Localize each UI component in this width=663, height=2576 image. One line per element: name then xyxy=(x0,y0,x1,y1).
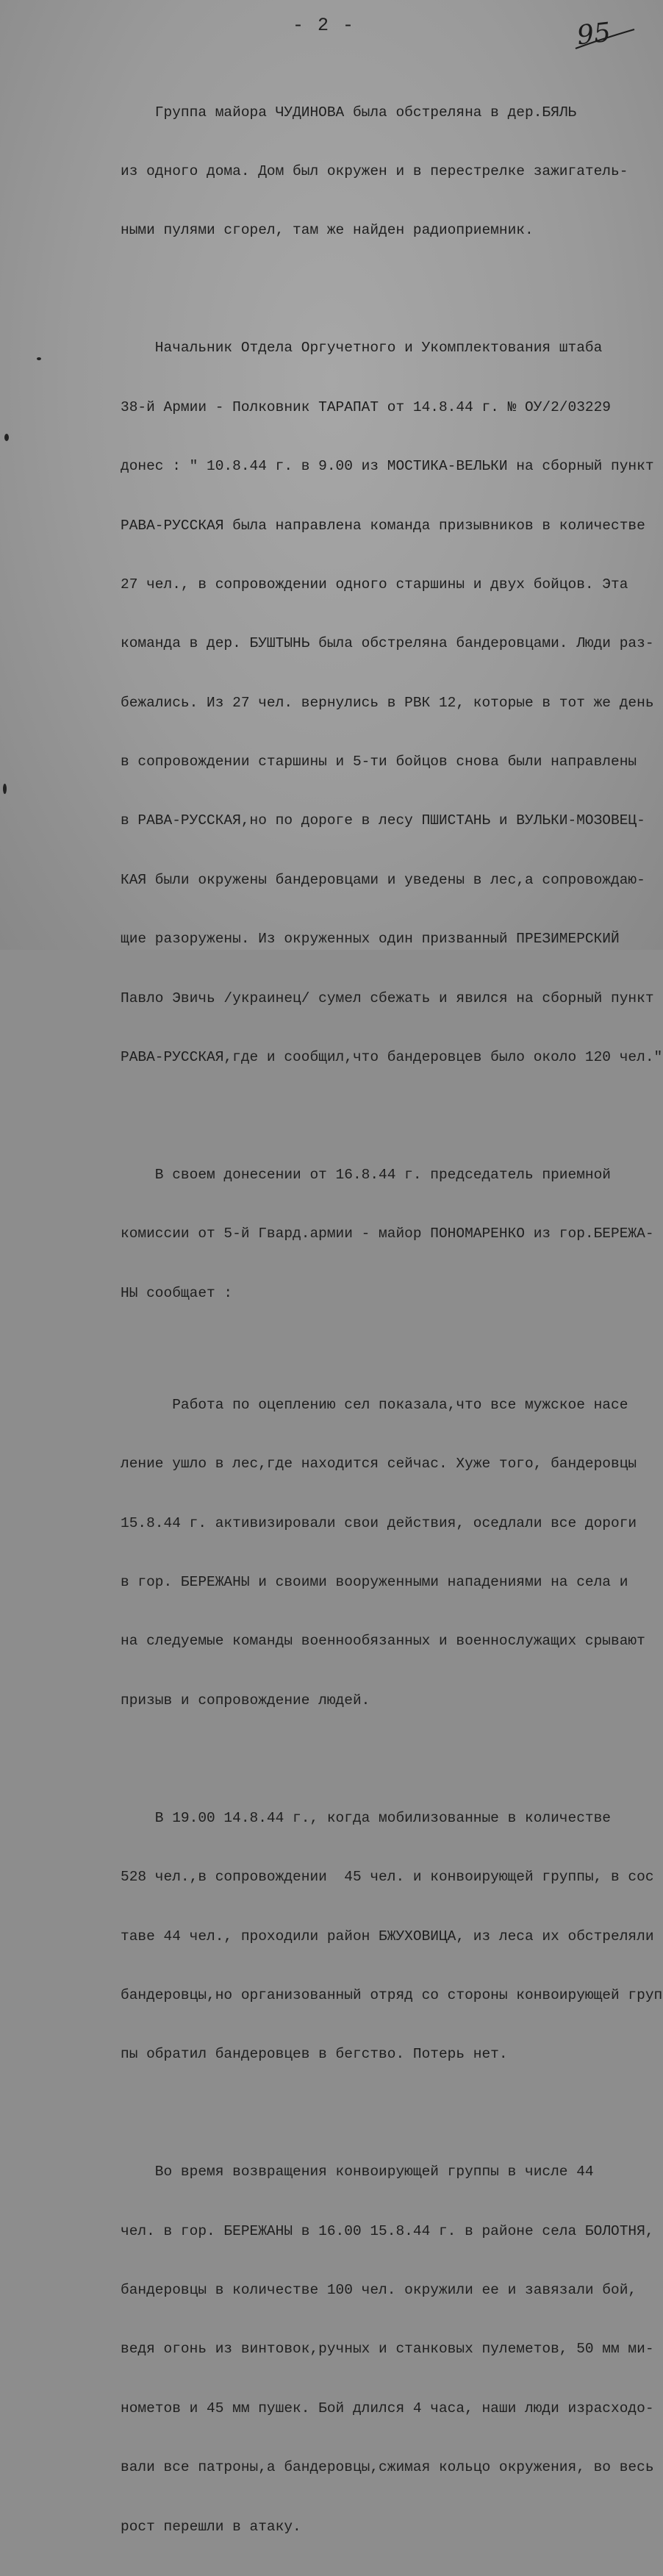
left-margin-punch-mark xyxy=(37,357,41,360)
text-line: бандеровцы в количестве 100 чел. окружили ее и завязали бой, xyxy=(121,2282,637,2299)
text-line: Группа майора ЧУДИНОВА была обстреляна в дер.БЯЛЬ xyxy=(121,104,577,121)
text-line: команда в дер. БУШТЫНЬ была обстреляна бандеровцами. Люди раз- xyxy=(121,635,654,652)
text-line: 15.8.44 г. активизировали свои действия, оседлали все дороги xyxy=(121,1514,637,1531)
text-line: комиссии от 5-й Гвард.армии - майор ПОНОМАРЕНКО из гор.БЕРЕЖА- xyxy=(121,1226,654,1242)
text-line: донес : " 10.8.44 г. в 9.00 из МОСТИКА-ВЕЛЬКИ на сборный пункт xyxy=(121,458,654,475)
paragraph-2 xyxy=(121,299,663,1107)
text-line: РАВА-РУССКАЯ,где и сообщил,что бандеровцев было около 120 чел." xyxy=(121,1049,663,1066)
folio-number-text: 95 xyxy=(575,17,612,51)
text-line: РАВА-РУССКАЯ была направлена команда призывников в количестве xyxy=(121,517,645,534)
typed-report-body xyxy=(121,63,663,2576)
paragraph-1 xyxy=(121,63,659,280)
text-line: В 19.00 14.8.44 г., когда мобилизованные в количестве xyxy=(121,1809,612,1826)
paragraph-6 xyxy=(121,2123,659,2576)
text-line: Во время возвращения конвоирующей группы в числе 44 xyxy=(121,2164,594,2180)
text-line: 528 чел.,в сопровождении 45 чел. и конвоирующей группы, в сос xyxy=(121,1869,654,1886)
text-line: 38-й Армии - Полковник ТАРАПАТ от 14.8.44 г. № ОУ/2/03229 xyxy=(121,398,612,415)
text-line: на следуемые команды военнообязанных и военнослужащих срывают xyxy=(121,1633,645,1650)
text-line: в РАВА-РУССКАЯ,но по дороге в лесу ПШИСТАНЬ и ВУЛЬКИ-МОЗОВЕЦ- xyxy=(121,812,645,829)
handwritten-folio-number xyxy=(570,19,643,56)
page-number: - 2 - xyxy=(293,15,356,36)
text-line: В своем донесении от 16.8.44 г. председатель приемной xyxy=(121,1167,612,1184)
text-line: бежались. Из 27 чел. вернулись в РВК 12, которые в тот же день xyxy=(121,694,654,711)
left-margin-punch-mark xyxy=(3,784,7,794)
text-line: бандеровцы,но организованный отряд со стороны конвоирующей груп xyxy=(121,1986,663,2003)
paragraph-3 xyxy=(121,1126,659,1342)
text-line: Начальник Отдела Оргучетного и Укомплектования штаба xyxy=(121,340,603,357)
text-line: в гор. БЕРЕЖАНЫ и своими вооруженными нападениями на села и xyxy=(121,1573,628,1590)
text-line: вали все патроны,а бандеровцы,сжимая кольцо окружения, во весь xyxy=(121,2459,654,2476)
text-line: Работа по оцеплению сел показала,что все мужское насе xyxy=(121,1396,628,1413)
text-line: Павло Эвичь /украинец/ сумел сбежать и явился на сборный пункт xyxy=(121,990,654,1006)
text-line: чел. в гор. БЕРЕЖАНЫ в 16.00 15.8.44 г. в районе села БОЛОТНЯ, xyxy=(121,2222,654,2239)
text-line: КАЯ были окружены бандеровцами и уведены в лес,а сопровождаю- xyxy=(121,871,645,888)
folio-underline-stroke xyxy=(570,19,643,56)
text-line: ление ушло в лес,где находится сейчас. Хуже того, бандеровцы xyxy=(121,1456,637,1473)
left-margin-punch-mark xyxy=(4,434,9,441)
text-line: в сопровождении старшины и 5-ти бойцов снова были направлены xyxy=(121,754,637,770)
paragraph-4 xyxy=(121,1356,659,1750)
text-line: ведя огонь из винтовок,ручных и станковых пулеметов, 50 мм ми- xyxy=(121,2341,654,2358)
text-line: 27 чел., в сопровождении одного старшины и двух бойцов. Эта xyxy=(121,576,628,593)
text-line: рост перешли в атаку. xyxy=(121,2518,301,2535)
text-line: ными пулями сгорел, там же найден радиоприемник. xyxy=(121,222,534,239)
text-line: пы обратил бандеровцев в бегство. Потерь нет. xyxy=(121,2046,508,2063)
text-line: из одного дома. Дом был окружен и в перестрелке зажигатель- xyxy=(121,162,628,179)
text-line: нометов и 45 мм пушек. Бой длился 4 часа, наши люди израсходо- xyxy=(121,2400,654,2416)
text-line: таве 44 чел., проходили район БЖУХОВИЦА, из леса их обстреляли xyxy=(121,1928,654,1944)
text-line: НЫ сообщает : xyxy=(121,1284,233,1301)
text-line: щие разоружены. Из окруженных один призванный ПРЕЗИМЕРСКИЙ xyxy=(121,931,620,948)
paragraph-5 xyxy=(121,1769,663,2104)
text-line: призыв и сопровождение людей. xyxy=(121,1692,370,1709)
